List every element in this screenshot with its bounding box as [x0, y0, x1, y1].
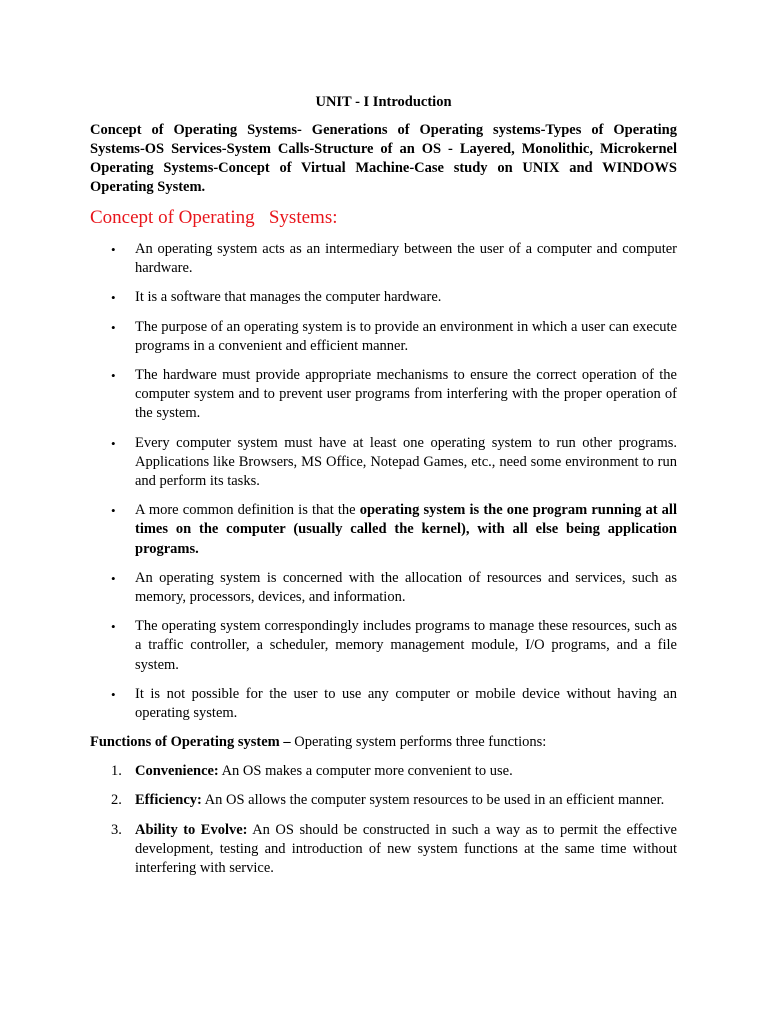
list-item — [90, 366, 677, 424]
section-heading: Concept of Operating Systems: — [90, 207, 338, 228]
document-page — [90, 93, 677, 888]
bullet-icon: • — [111, 619, 116, 635]
bullet-icon: • — [111, 570, 116, 586]
bullet-icon: • — [111, 319, 116, 335]
list-item — [90, 685, 677, 723]
list-item — [90, 501, 677, 559]
list-item — [90, 434, 677, 492]
list-item — [90, 762, 677, 781]
bullet-text: Every computer system must have at least one operating system to run other programs. Applications like Browsers, MS Office, Notepad Games, etc., need some environment to run and perform its tasks. — [135, 434, 677, 490]
syllabus-summary: Concept of Operating Systems- Generations of Operating systems-Types of Operating Systems-OS Services-System Calls-Structure of an OS - Layered, Monolithic, Microkernel Operating Systems-Concept of Virtual Machine-Case study on UNIX and WINDOWS Operating System. — [90, 122, 677, 195]
bullet-text: It is not possible for the user to use any computer or mobile device without having an operating system. — [135, 685, 677, 722]
functions-list — [90, 762, 677, 878]
list-item — [90, 617, 677, 675]
bullet-icon: • — [111, 368, 116, 384]
concept-bullet-list — [90, 240, 677, 723]
bullet-text: An operating system is concerned with the allocation of resources and services, such as memory, processors, devices, and information. — [135, 569, 677, 606]
item-number: 1. — [111, 763, 122, 780]
kernel-definition-bold: operating system is the one program running at all times on the computer (usually called the kernel), with all else being application programs. — [135, 502, 677, 557]
item-number: 3. — [111, 821, 122, 838]
bullet-icon: • — [111, 503, 116, 519]
list-item — [90, 288, 677, 307]
list-item — [90, 240, 677, 278]
list-item — [90, 821, 677, 879]
bullet-text: The operating system correspondingly includes programs to manage these resources, such as a traffic controller, a scheduler, memory management module, I/O programs, and a file system. — [135, 618, 677, 673]
bullet-icon: • — [111, 686, 116, 702]
function-term: Ability to Evolve: — [135, 821, 248, 838]
bullet-icon: • — [111, 242, 116, 257]
function-desc: An OS makes a computer more convenient to use. — [218, 763, 513, 780]
list-item — [90, 791, 677, 810]
bullet-text: The purpose of an operating system is to provide an environment in which a user can execute programs in a convenient and efficient manner. — [135, 318, 677, 354]
bullet-text-prefix: A more common definition is that the — [135, 502, 360, 519]
functions-intro-text: Operating system performs three functions: — [290, 734, 547, 751]
functions-label: Functions of Operating system – — [90, 734, 291, 751]
function-term: Convenience: — [135, 763, 219, 780]
bullet-icon: • — [111, 290, 116, 306]
function-desc: An OS allows the computer system resources to be used in an efficient manner. — [201, 792, 665, 809]
bullet-text: The hardware must provide appropriate mechanisms to ensure the correct operation of the computer system and to prevent user programs from interfering with the proper operation of the system. — [135, 367, 677, 422]
bullet-text: An operating system acts as an intermediary between the user of a computer and computer hardware. — [135, 241, 677, 277]
list-item — [90, 569, 677, 607]
unit-title: UNIT - I Introduction — [315, 94, 452, 110]
bullet-text: It is a software that manages the computer hardware. — [135, 289, 442, 306]
function-desc: An OS should be constructed in such a way as to permit the effective development, testing and introduction of new system functions at the same time without interfering with service. — [135, 821, 677, 877]
functions-intro — [90, 733, 677, 752]
bullet-icon: • — [111, 435, 116, 451]
item-number: 2. — [111, 792, 122, 809]
function-term: Efficiency: — [135, 792, 202, 809]
list-item — [90, 318, 677, 356]
